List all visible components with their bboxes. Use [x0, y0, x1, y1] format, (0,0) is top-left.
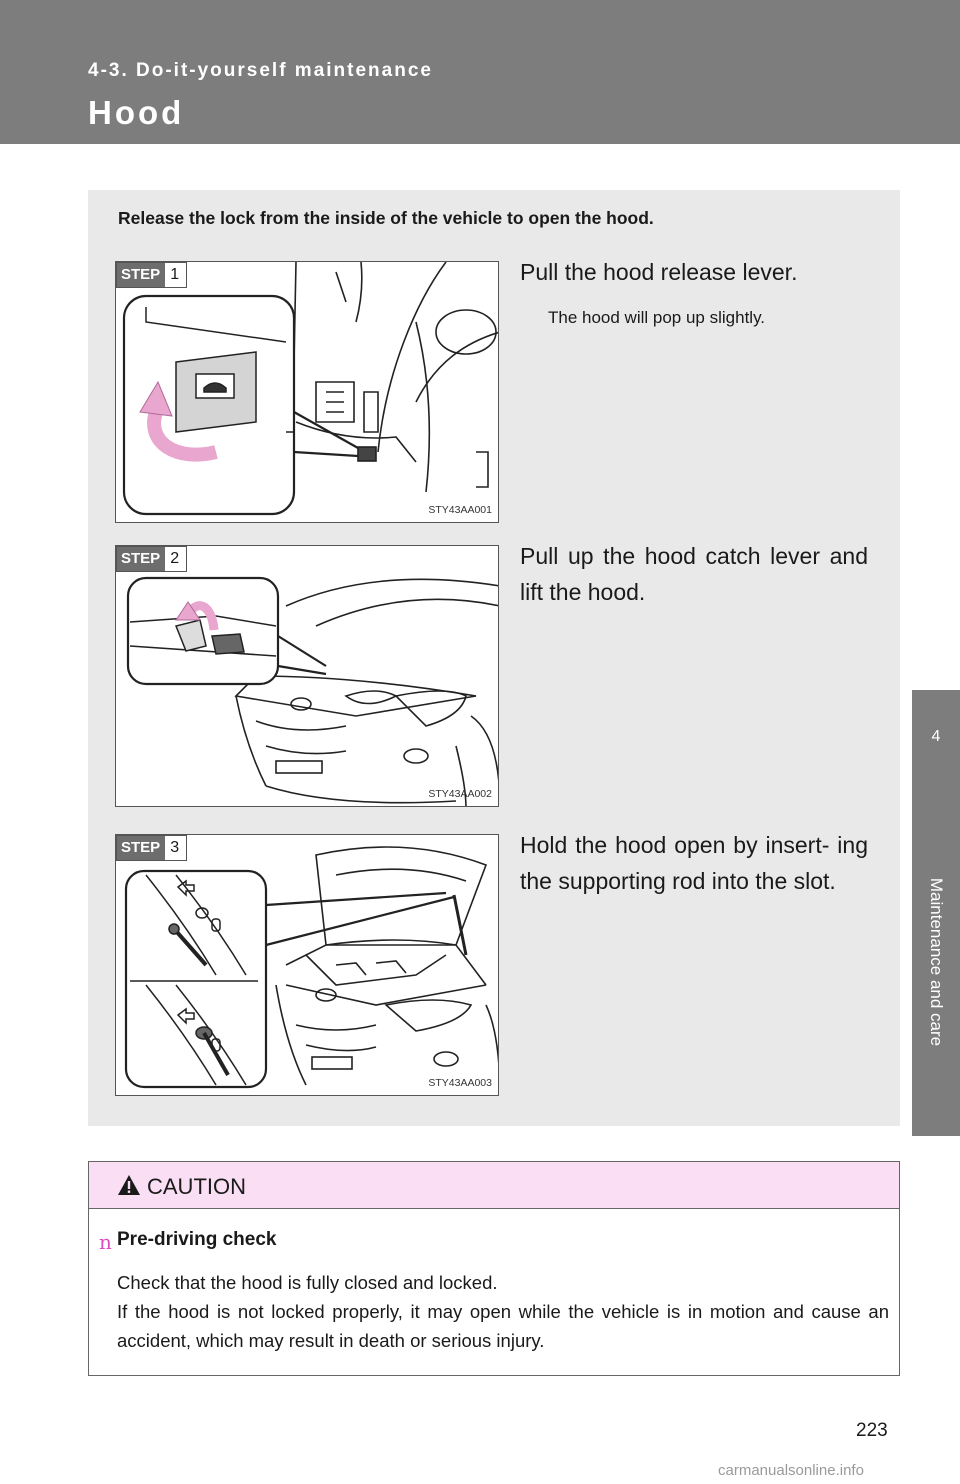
caution-body — [117, 1268, 889, 1355]
step-2-badge — [116, 546, 187, 572]
step-2-figure — [115, 545, 499, 807]
step-3-figure — [115, 834, 499, 1096]
figure-code: STY43AA001 — [428, 504, 492, 516]
chapter-label: Maintenance and care — [927, 877, 946, 1047]
step-2-text: Pull up the hood catch lever and lift the hood. — [520, 543, 868, 605]
procedure-intro: Release the lock from the inside of the vehicle to open the hood. — [118, 208, 654, 228]
hood-release-lever-illustration — [116, 262, 499, 523]
step-3-text: Hold the hood open by insert- ing the supporting rod into the slot. — [520, 832, 868, 894]
step-badge-number: 2 — [170, 550, 180, 567]
figure-code: STY43AA003 — [428, 1077, 492, 1089]
section-label: 4-3. Do-it-yourself maintenance — [88, 60, 433, 81]
page-header — [0, 0, 960, 144]
step-3-badge — [116, 835, 187, 861]
page-number: 223 — [856, 1420, 888, 1441]
step-badge-number: 3 — [170, 839, 180, 856]
step-badge-label: STEP — [117, 547, 165, 571]
step-1-note: The hood will pop up slightly. — [548, 308, 766, 327]
chapter-number: 4 — [931, 728, 941, 745]
caution-line: Check that the hood is fully closed and locked. — [117, 1272, 498, 1293]
hood-catch-lever-illustration — [116, 546, 499, 807]
caution-line: If the hood is not locked properly, it may open while the vehicle is in motion and cause an accident, which may result in death or serious injury. — [117, 1301, 889, 1351]
warning-triangle-icon — [117, 1174, 141, 1196]
procedure-panel — [88, 190, 900, 1126]
caution-box — [88, 1161, 900, 1376]
step-badge-label: STEP — [117, 836, 165, 860]
hood-support-rod-illustration — [116, 835, 499, 1096]
caution-subtitle: Pre-driving check — [117, 1229, 277, 1250]
caution-title: CAUTION — [147, 1174, 246, 1199]
step-badge-number: 1 — [170, 266, 180, 283]
caution-header — [89, 1162, 899, 1209]
bullet-icon: n — [99, 1230, 112, 1254]
chapter-side-tab[interactable] — [912, 690, 960, 1136]
figure-code: STY43AA002 — [428, 788, 492, 800]
watermark: carmanualsonline.info — [718, 1462, 864, 1479]
step-1-text: Pull the hood release lever. — [520, 259, 798, 285]
step-1-figure — [115, 261, 499, 523]
step-1-badge — [116, 262, 187, 288]
step-badge-label: STEP — [117, 263, 165, 287]
page-title: Hood — [88, 94, 185, 131]
